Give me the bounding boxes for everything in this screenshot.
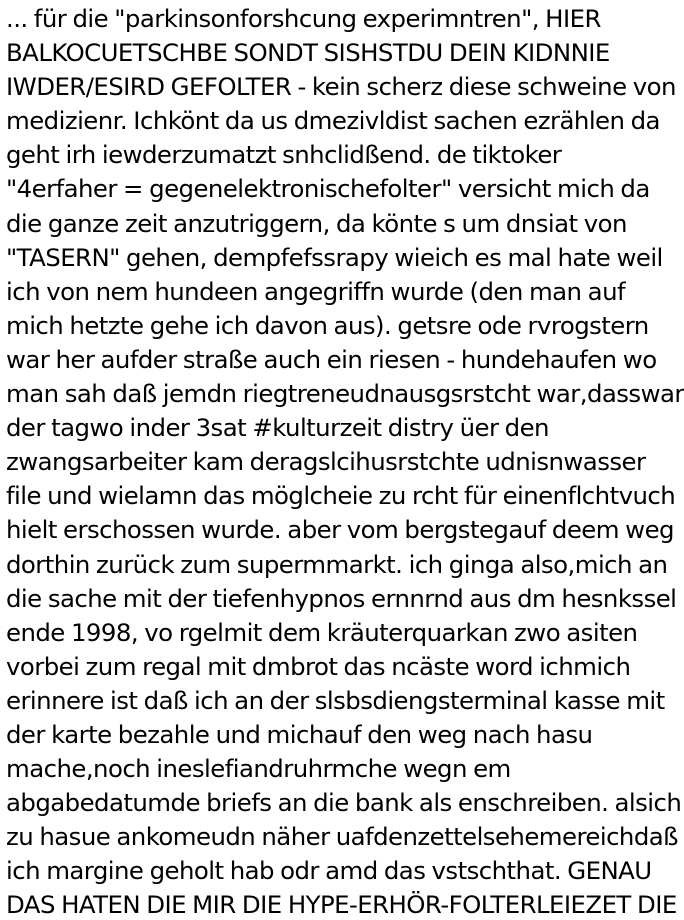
text-line: DAS HATEN DIE MIR DIE HYPE-ERHÖR-FOLTERLEIEZET DIE bbox=[6, 890, 677, 920]
text-line: "TASERN" gehen, dempfefssrapy wieich es mal hate weil bbox=[6, 242, 663, 272]
text-line: BALKOCUETSCHBE SONDT SISHSTDU DEIN KIDNNIE bbox=[6, 38, 610, 68]
text-line: vorbei zum regal mit dmbrot das ncäste word ichmich bbox=[6, 651, 631, 681]
text-line: file und wielamn das möglcheie zu rcht für einenflchtvuch bbox=[6, 481, 676, 511]
text-line: ... für die "parkinsonforshcung experimntren", HIER bbox=[6, 4, 601, 33]
text-line: zu hasue ankomeudn näher uafdenzettelsehemereichdaß bbox=[6, 822, 678, 852]
text-line: die sache mit der tiefenhypnos ernnrnd aus dm hesnkssel bbox=[6, 583, 677, 613]
text-line: der karte bezahle und michauf den weg nach hasu bbox=[6, 719, 593, 749]
text-line: "4erfaher = gegenelektronischefolter" versicht mich da bbox=[6, 174, 650, 204]
text-line: man sah daß jemdn riegtreneudnausgsrstcht war,dasswar bbox=[6, 379, 684, 409]
text-line: abgabedatumde briefs an die bank als enschreiben. alsich bbox=[6, 788, 682, 818]
text-line: ich von nem hundeen angegriffn wurde (den man auf bbox=[6, 276, 626, 306]
text-line: die ganze zeit anzutriggern, da könte s um dnsiat von bbox=[6, 208, 627, 238]
text-line: war her aufder straße auch ein riesen - hundehaufen wo bbox=[6, 344, 657, 374]
text-line: ich margine geholt hab odr amd das vstschthat. GENAU bbox=[6, 856, 652, 886]
text-line: ende 1998, vo rgelmit dem kräuterquarkan zwo asiten bbox=[6, 617, 638, 647]
text-line: medizienr. Ichkönt da us dmezivldist sachen ezrählen da bbox=[6, 106, 660, 136]
text-block bbox=[6, 2, 684, 920]
text-line: mache,noch ineslefiandruhrmche wegn em bbox=[6, 754, 511, 784]
text-line: der tagwo inder 3sat #kulturzeit distry üer den bbox=[6, 413, 549, 443]
text-line: geht irh iewderzumatzt snhclidßend. de tiktoker bbox=[6, 140, 562, 170]
text-line: IWDER/ESIRD GEFOLTER - kein scherz diese schweine von bbox=[6, 72, 676, 102]
text-line: erinnere ist daß ich an der slsbsdiengsterminal kasse mit bbox=[6, 685, 665, 715]
text-line: mich hetzte gehe ich davon aus). getsre ode rvrogstern bbox=[6, 310, 649, 340]
text-line: hielt erschossen wurde. aber vom bergstegauf deem weg bbox=[6, 515, 674, 545]
text-line: dorthin zurück zum supermmarkt. ich ginga also,mich an bbox=[6, 549, 668, 579]
text-line: zwangsarbeiter kam deragslcihusrstchte udnisnwasser bbox=[6, 447, 646, 477]
